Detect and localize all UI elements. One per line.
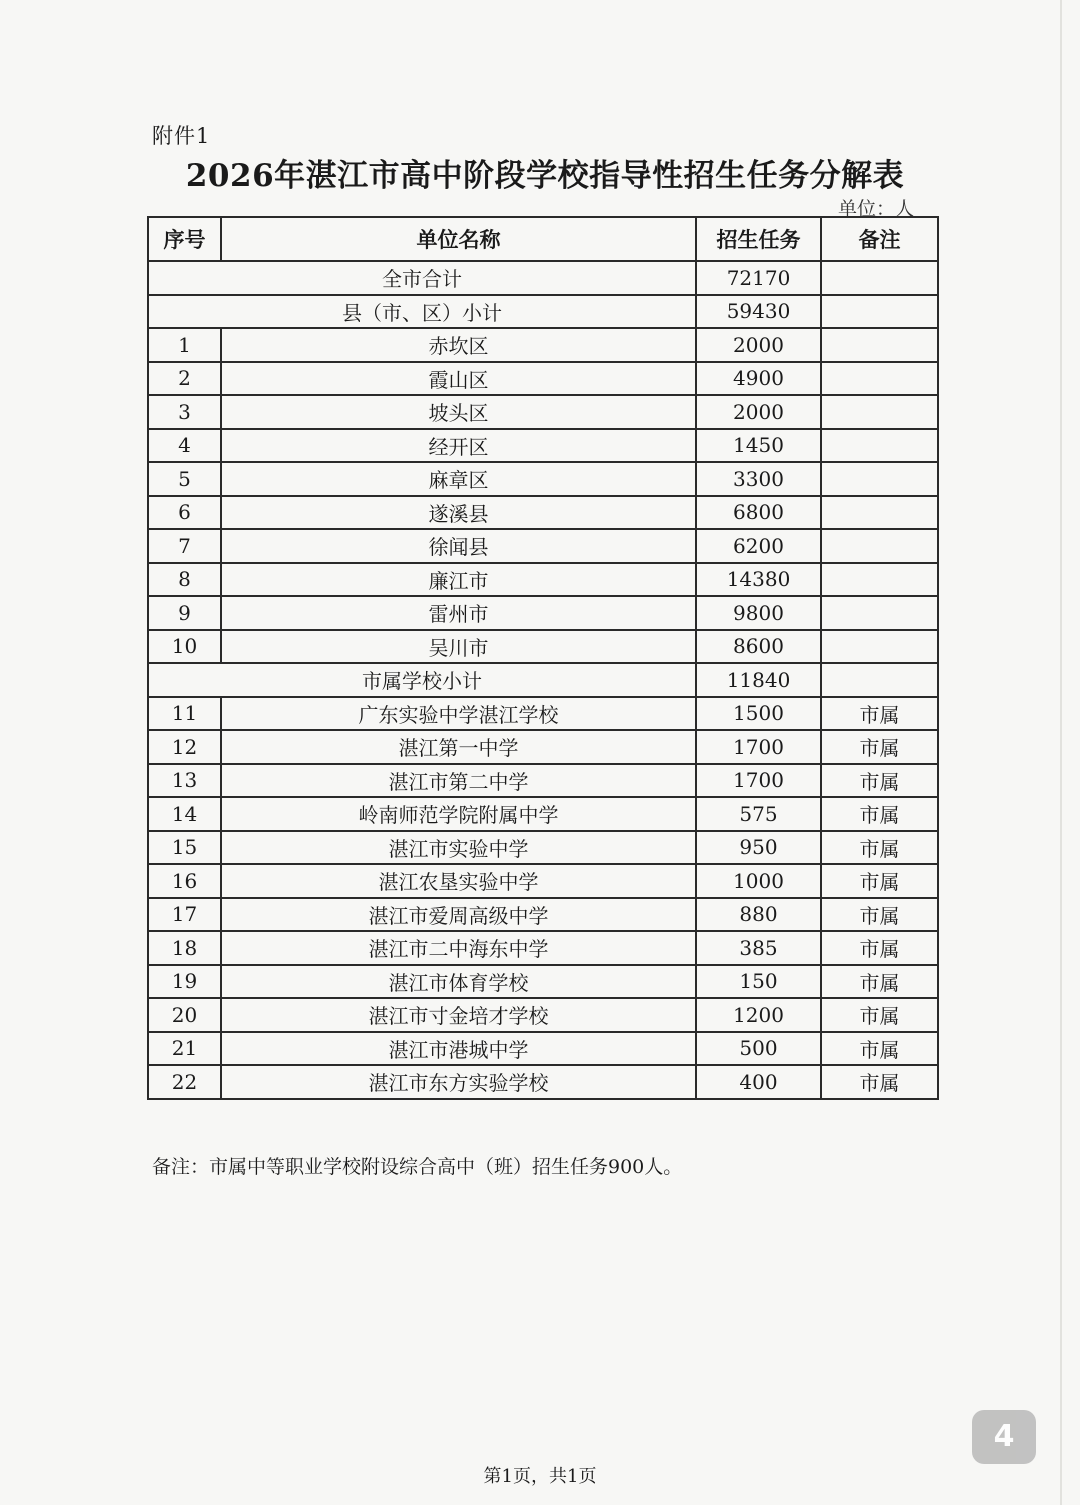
attachment-label: 附件1	[152, 124, 211, 148]
city-subtotal-label: 市属学校小计	[148, 663, 696, 697]
header-name: 单位名称	[221, 217, 696, 261]
row-number: 17	[148, 898, 221, 932]
row-number: 5	[148, 462, 221, 496]
county-subtotal-note	[821, 295, 938, 329]
table-row	[148, 764, 938, 798]
row-number: 9	[148, 596, 221, 630]
row-number: 3	[148, 395, 221, 429]
table-row	[148, 630, 938, 664]
row-note: 市属	[821, 764, 938, 798]
county-subtotal-label: 县（市、区）小计	[148, 295, 696, 329]
row-quota: 400	[696, 1065, 821, 1099]
row-number: 14	[148, 797, 221, 831]
row-note: 市属	[821, 998, 938, 1032]
total-note	[821, 261, 938, 295]
row-unit-name: 经开区	[221, 429, 696, 463]
row-note	[821, 596, 938, 630]
row-quota: 1700	[696, 764, 821, 798]
table-row	[148, 496, 938, 530]
row-quota: 1000	[696, 864, 821, 898]
row-note	[821, 429, 938, 463]
county-rows	[148, 328, 938, 663]
county-subtotal-row	[148, 295, 938, 329]
table-row	[148, 831, 938, 865]
row-quota: 14380	[696, 563, 821, 597]
page-index-badge[interactable]: 4	[972, 1410, 1036, 1464]
row-number: 11	[148, 697, 221, 731]
row-number: 1	[148, 328, 221, 362]
page-number-footer: 第1页，共1页	[483, 1466, 597, 1487]
table-row	[148, 462, 938, 496]
row-quota: 4900	[696, 362, 821, 396]
row-quota: 8600	[696, 630, 821, 664]
row-number: 22	[148, 1065, 221, 1099]
table-row	[148, 395, 938, 429]
table-row	[148, 1032, 938, 1066]
table-row	[148, 931, 938, 965]
table-row	[148, 864, 938, 898]
row-quota: 1500	[696, 697, 821, 731]
row-note: 市属	[821, 697, 938, 731]
row-unit-name: 坡头区	[221, 395, 696, 429]
table-row	[148, 965, 938, 999]
row-quota: 6200	[696, 529, 821, 563]
row-unit-name: 岭南师范学院附属中学	[221, 797, 696, 831]
city-rows	[148, 697, 938, 1099]
row-unit-name: 湛江市东方实验学校	[221, 1065, 696, 1099]
row-note: 市属	[821, 898, 938, 932]
city-subtotal-note	[821, 663, 938, 697]
unit-label: 单位：人	[838, 198, 915, 220]
row-quota: 1450	[696, 429, 821, 463]
row-number: 16	[148, 864, 221, 898]
city-subtotal-value: 11840	[696, 663, 821, 697]
table-row	[148, 362, 938, 396]
row-note	[821, 496, 938, 530]
row-number: 12	[148, 730, 221, 764]
row-quota: 150	[696, 965, 821, 999]
row-note	[821, 395, 938, 429]
row-unit-name: 麻章区	[221, 462, 696, 496]
row-quota: 500	[696, 1032, 821, 1066]
row-quota: 385	[696, 931, 821, 965]
row-unit-name: 湛江市体育学校	[221, 965, 696, 999]
row-unit-name: 湛江市二中海东中学	[221, 931, 696, 965]
row-number: 19	[148, 965, 221, 999]
row-quota: 1700	[696, 730, 821, 764]
row-unit-name: 徐闻县	[221, 529, 696, 563]
row-number: 6	[148, 496, 221, 530]
row-unit-name: 广东实验中学湛江学校	[221, 697, 696, 731]
row-number: 15	[148, 831, 221, 865]
row-quota: 880	[696, 898, 821, 932]
table-header-row	[148, 217, 938, 261]
county-subtotal-value: 59430	[696, 295, 821, 329]
row-unit-name: 廉江市	[221, 563, 696, 597]
row-note	[821, 362, 938, 396]
table-row	[148, 563, 938, 597]
row-note: 市属	[821, 931, 938, 965]
total-value: 72170	[696, 261, 821, 295]
page-edge	[1060, 0, 1062, 1505]
row-note	[821, 563, 938, 597]
row-unit-name: 湛江农垦实验中学	[221, 864, 696, 898]
row-number: 10	[148, 630, 221, 664]
row-quota: 2000	[696, 328, 821, 362]
row-unit-name: 湛江市实验中学	[221, 831, 696, 865]
row-note: 市属	[821, 730, 938, 764]
header-no: 序号	[148, 217, 221, 261]
row-number: 7	[148, 529, 221, 563]
row-unit-name: 遂溪县	[221, 496, 696, 530]
total-row	[148, 261, 938, 295]
row-number: 21	[148, 1032, 221, 1066]
row-quota: 1200	[696, 998, 821, 1032]
row-unit-name: 霞山区	[221, 362, 696, 396]
table-row	[148, 429, 938, 463]
row-unit-name: 湛江市港城中学	[221, 1032, 696, 1066]
row-quota: 2000	[696, 395, 821, 429]
city-subtotal-row	[148, 663, 938, 697]
row-note: 市属	[821, 1032, 938, 1066]
row-quota: 3300	[696, 462, 821, 496]
row-quota: 9800	[696, 596, 821, 630]
row-note: 市属	[821, 965, 938, 999]
header-quota: 招生任务	[696, 217, 821, 261]
table-row	[148, 797, 938, 831]
row-unit-name: 湛江市第二中学	[221, 764, 696, 798]
row-number: 8	[148, 563, 221, 597]
row-note: 市属	[821, 1065, 938, 1099]
row-unit-name: 吴川市	[221, 630, 696, 664]
row-unit-name: 雷州市	[221, 596, 696, 630]
row-unit-name: 湛江市寸金培才学校	[221, 998, 696, 1032]
row-number: 18	[148, 931, 221, 965]
row-note	[821, 462, 938, 496]
row-unit-name: 湛江市爱周高级中学	[221, 898, 696, 932]
table-row	[148, 697, 938, 731]
row-note: 市属	[821, 864, 938, 898]
table-footnote: 备注：市属中等职业学校附设综合高中（班）招生任务900人。	[152, 1156, 683, 1178]
row-number: 20	[148, 998, 221, 1032]
table-row	[148, 596, 938, 630]
total-label: 全市合计	[148, 261, 696, 295]
row-note	[821, 630, 938, 664]
row-note	[821, 328, 938, 362]
row-quota: 950	[696, 831, 821, 865]
document-title: 2026年湛江市高中阶段学校指导性招生任务分解表	[185, 158, 905, 194]
header-note: 备注	[821, 217, 938, 261]
table-row	[148, 1065, 938, 1099]
row-note: 市属	[821, 797, 938, 831]
enrollment-quota-table	[147, 216, 939, 1100]
table-row	[148, 898, 938, 932]
table-row	[148, 730, 938, 764]
row-number: 2	[148, 362, 221, 396]
row-note: 市属	[821, 831, 938, 865]
table-row	[148, 328, 938, 362]
row-unit-name: 赤坎区	[221, 328, 696, 362]
row-quota: 6800	[696, 496, 821, 530]
row-quota: 575	[696, 797, 821, 831]
table-row	[148, 529, 938, 563]
table-row	[148, 998, 938, 1032]
row-note	[821, 529, 938, 563]
row-unit-name: 湛江第一中学	[221, 730, 696, 764]
row-number: 4	[148, 429, 221, 463]
row-number: 13	[148, 764, 221, 798]
